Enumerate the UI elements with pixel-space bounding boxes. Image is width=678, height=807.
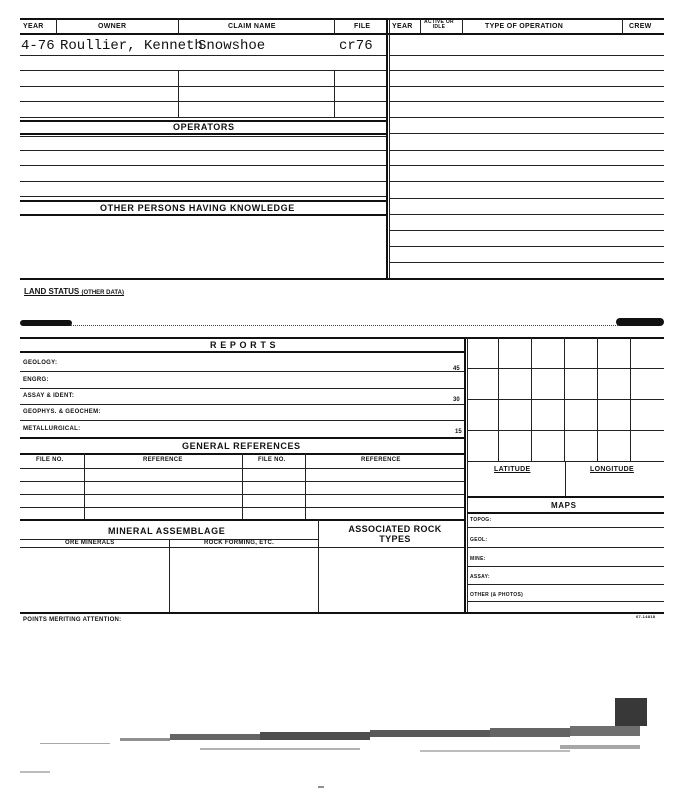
land-status-label: LAND STATUS bbox=[24, 287, 80, 296]
map-assay: ASSAY: bbox=[470, 574, 490, 580]
points-meriting-attention: POINTS MERITING ATTENTION: bbox=[23, 617, 122, 623]
ink-smudge-left bbox=[20, 320, 72, 326]
rock-forming-label: ROCK FORMING, ETC. bbox=[204, 540, 275, 546]
record-owner: Roullier, Kenneth bbox=[60, 38, 203, 54]
form-number: 67-14818 bbox=[636, 614, 656, 619]
record-file: cr76 bbox=[339, 38, 373, 54]
ore-minerals-label: ORE MINERALS bbox=[65, 540, 115, 546]
header-claim-name: CLAIM NAME bbox=[228, 23, 276, 30]
refs-reference-1: REFERENCE bbox=[143, 457, 183, 463]
refs-reference-2: REFERENCE bbox=[361, 457, 401, 463]
land-status-sublabel: (OTHER DATA) bbox=[81, 290, 124, 296]
scan-noise bbox=[0, 690, 678, 807]
latitude-label: LATITUDE bbox=[494, 466, 531, 473]
mineral-assemblage-heading: MINERAL ASSEMBLAGE bbox=[108, 526, 226, 536]
map-other-photos: OTHER (& PHOTOS) bbox=[470, 592, 524, 598]
operators-heading: OPERATORS bbox=[173, 122, 235, 132]
record-year: 4-76 bbox=[21, 38, 55, 54]
header-year: YEAR bbox=[23, 23, 44, 30]
header-owner: OWNER bbox=[98, 23, 127, 30]
report-metallurgical: METALLURGICAL: bbox=[23, 426, 81, 432]
ink-smudge-right bbox=[616, 318, 664, 326]
report-geology: GEOLOGY: bbox=[23, 360, 58, 366]
maps-heading: MAPS bbox=[551, 501, 577, 510]
other-persons-heading: OTHER PERSONS HAVING KNOWLEDGE bbox=[100, 203, 295, 213]
general-references-heading: GENERAL REFERENCES bbox=[182, 441, 301, 451]
reports-heading: R E P O R T S bbox=[210, 340, 277, 350]
header-file: FILE bbox=[354, 23, 371, 30]
report-geology-num: 45 bbox=[453, 366, 460, 372]
header-crew: CREW bbox=[629, 23, 652, 30]
map-geol: GEOL: bbox=[470, 537, 488, 543]
header-type-of-operation: TYPE OF OPERATION bbox=[485, 23, 564, 30]
report-metallurgical-num: 15 bbox=[455, 429, 462, 435]
report-assay-num: 30 bbox=[453, 397, 460, 403]
report-engrg: ENGRG: bbox=[23, 377, 49, 383]
map-topog: TOPOG: bbox=[470, 517, 492, 523]
refs-file-no-2: FILE NO. bbox=[258, 457, 286, 463]
associated-rock-types-heading: ASSOCIATED ROCK TYPES bbox=[348, 524, 442, 544]
report-geophys-geochem: GEOPHYS. & GEOCHEM: bbox=[23, 409, 101, 415]
report-assay-ident: ASSAY & IDENT: bbox=[23, 393, 75, 399]
header-year-2: YEAR bbox=[392, 23, 413, 30]
map-mine: MINE: bbox=[470, 556, 486, 562]
refs-file-no-1: FILE NO. bbox=[36, 457, 64, 463]
longitude-label: LONGITUDE bbox=[590, 466, 634, 473]
header-active-or-idle: ACTIVE OR IDLE bbox=[424, 19, 454, 30]
record-claim-name: Snowshoe bbox=[198, 38, 266, 54]
